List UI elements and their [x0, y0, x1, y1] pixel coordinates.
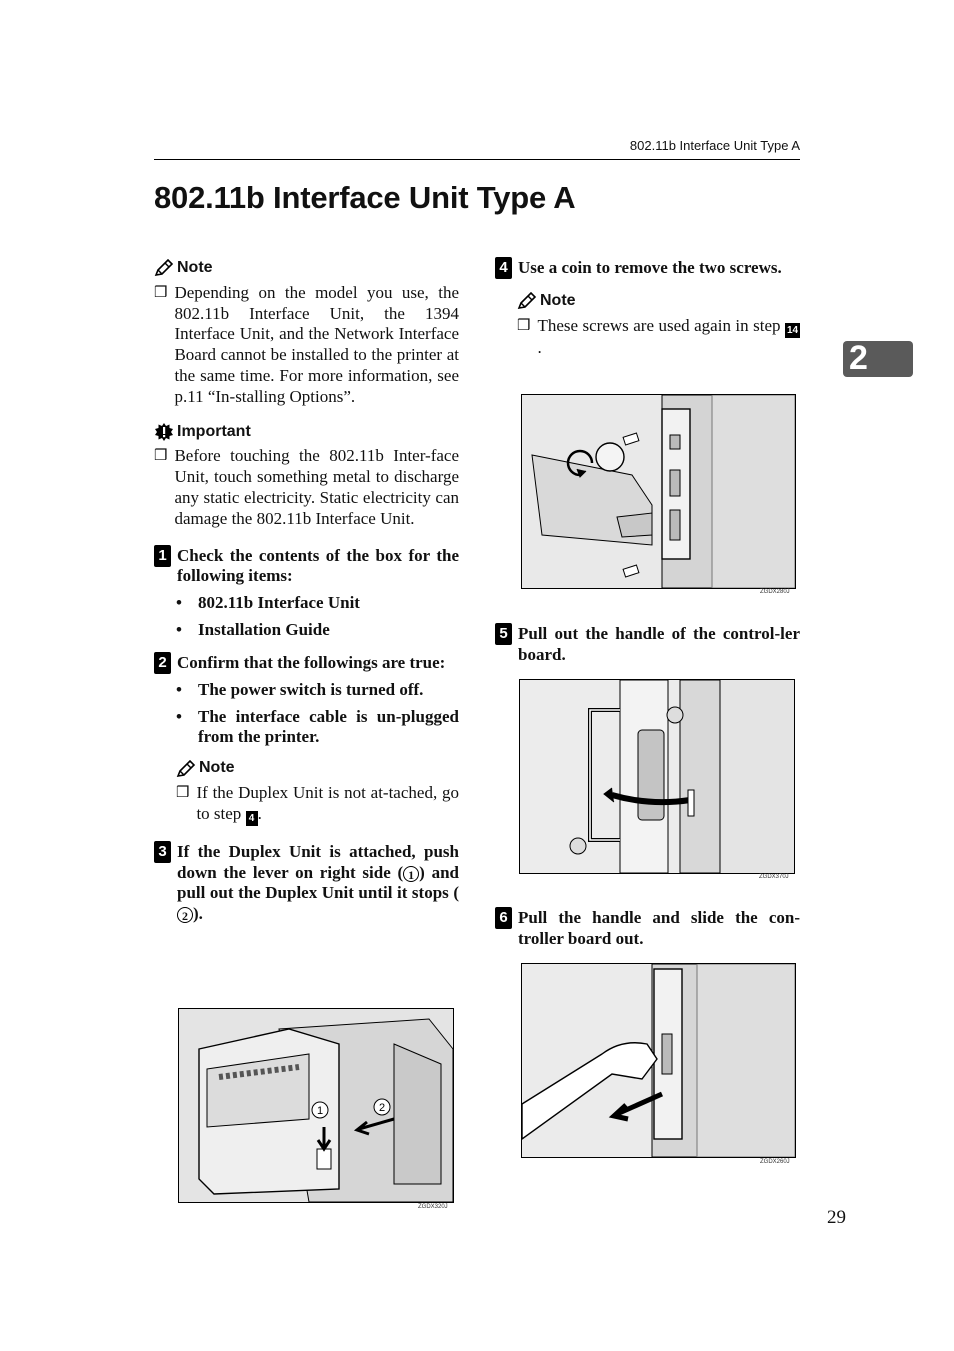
list-item: • Installation Guide [176, 620, 459, 641]
figure-callout-1: 1 [316, 1105, 324, 1117]
chapter-tab-number: 2 [849, 339, 868, 377]
step-text: Pull the handle and slide the con-troller board out. [518, 908, 800, 948]
running-header: 802.11b Interface Unit Type A [629, 138, 800, 153]
pull-handle-drawing [520, 680, 794, 873]
important-icon [154, 422, 174, 442]
important-text: Before touching the 802.11b Inter-face Unit, touch something metal to discharge any static electricity. Static electricity can damage the 802.11b Interface Unit. [174, 446, 459, 528]
note-label: Note [540, 292, 576, 309]
checkbox-icon: ❒ [176, 784, 190, 801]
note-heading [154, 258, 459, 279]
note-label: Note [199, 759, 235, 777]
slide-board-drawing [522, 964, 795, 1157]
figure-callout-2: 2 [378, 1102, 386, 1114]
page-title: 802.11b Interface Unit Type A [154, 180, 576, 215]
step-4-note [517, 291, 800, 359]
note-text: If the Duplex Unit is not at-tached, go to step 4 . [196, 782, 459, 824]
remove-screws-illustration [521, 394, 796, 589]
step-text: If the Duplex Unit is attached, push down the lever on right side ( 1 ) and pull out the Duplex Unit until it stops (2 ). [177, 841, 459, 924]
step-number: 4 [495, 257, 512, 279]
chapter-tab [843, 341, 913, 377]
callout-1: 1 [403, 866, 419, 882]
right-column [495, 258, 800, 359]
step-4 [495, 258, 800, 279]
step-1 [154, 546, 459, 588]
step-reference: 14 [786, 324, 799, 336]
callout-2: 2 [177, 907, 193, 923]
note-text: These screws are used again in step 14. [537, 315, 799, 357]
step-6 [495, 908, 800, 950]
left-column [154, 258, 459, 925]
step-2-note [176, 758, 459, 826]
duplex-unit-illustration [178, 1008, 454, 1203]
remove-screws-drawing [522, 395, 795, 588]
duplex-unit-drawing [179, 1009, 453, 1202]
note-item [154, 283, 459, 408]
note-label: Note [177, 259, 213, 276]
note-item [176, 783, 459, 826]
page-number: 29 [827, 1207, 846, 1228]
step-reference: 4 [246, 811, 258, 826]
note-heading [176, 758, 459, 779]
step-text: Pull out the handle of the control-ler board. [518, 624, 800, 664]
step-3 [154, 842, 459, 925]
checkbox-icon: ❒ [154, 284, 168, 301]
figure-code: ZGDX370J [759, 874, 789, 880]
checkbox-icon: ❒ [517, 317, 531, 334]
step-6-block [495, 908, 800, 950]
step-number: 6 [495, 907, 512, 929]
step-5-block [495, 624, 800, 666]
step-2 [154, 653, 459, 674]
step-number: 5 [495, 623, 512, 645]
step-text: Confirm that the followings are true: [177, 652, 446, 672]
figure-code: ZGDX260J [760, 1159, 790, 1165]
note-text: Depending on the model you use, the 802.11b Interface Unit, the 1394 Interface Unit, and the Network Interface Board cannot be installed to the printer at the same time. For more information, see p.11 “In-stalling Options”. [174, 282, 459, 406]
important-heading [154, 422, 459, 443]
pencil-icon [154, 259, 174, 277]
step-number: 1 [154, 545, 171, 567]
step-2-list [176, 680, 459, 748]
figure-code: ZGDX280J [760, 589, 790, 595]
step-number: 2 [154, 652, 171, 674]
step-text: Check the contents of the box for the following items: [177, 545, 459, 586]
list-item: • 802.11b Interface Unit [176, 593, 459, 614]
note-item [517, 316, 800, 359]
step-number: 3 [154, 841, 171, 863]
pencil-icon [176, 760, 196, 778]
step-1-list [176, 593, 459, 641]
pencil-icon [517, 292, 537, 310]
note-heading [517, 291, 800, 312]
slide-board-illustration [521, 963, 796, 1158]
pull-handle-illustration [519, 679, 795, 874]
checkbox-icon: ❒ [154, 448, 168, 465]
header-rule [154, 159, 800, 160]
step-text: Use a coin to remove the two screws. [518, 258, 782, 277]
important-item [154, 446, 459, 529]
important-label: Important [177, 422, 251, 440]
list-item: • The interface cable is un-plugged from the printer. [176, 707, 459, 749]
step-5 [495, 624, 800, 666]
list-item: • The power switch is turned off. [176, 680, 459, 701]
figure-code: ZGDX320J [418, 1204, 448, 1210]
